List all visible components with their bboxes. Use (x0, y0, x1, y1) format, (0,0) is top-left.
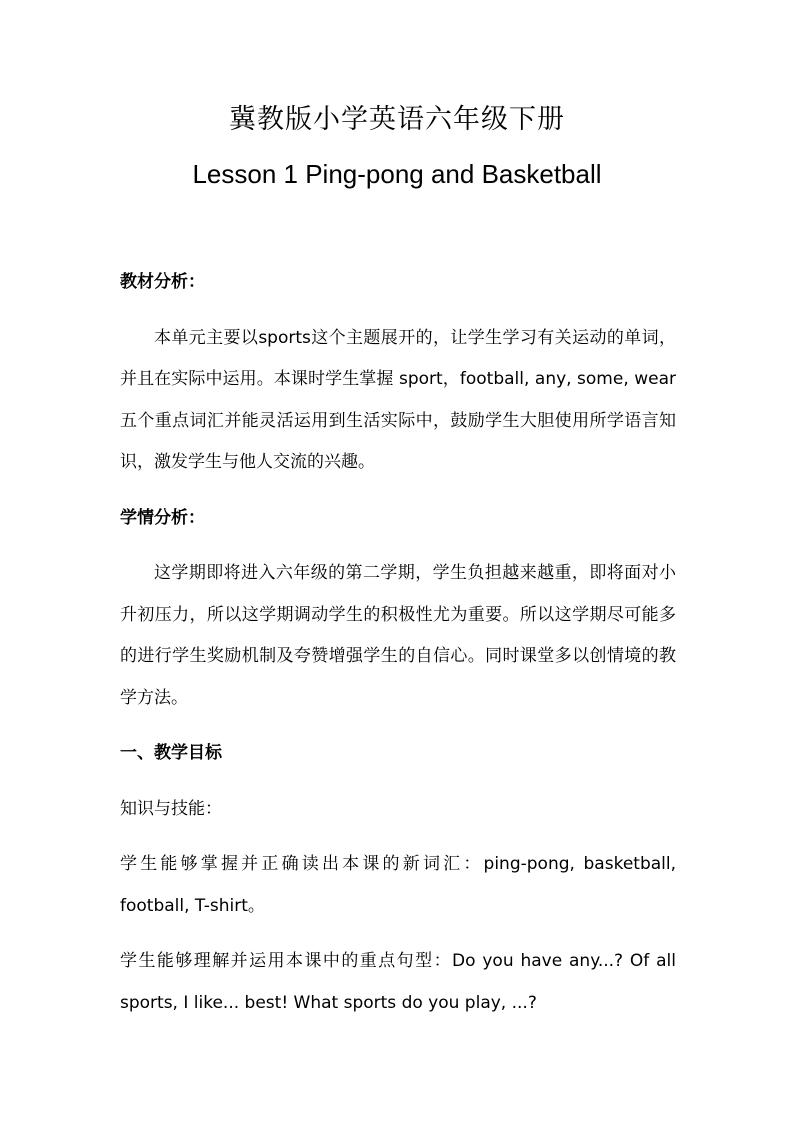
section-heading-student-analysis: 学情分析： (120, 507, 205, 528)
document-title-english: Lesson 1 Ping-pong and Basketball (192, 159, 602, 189)
subheading-knowledge-skills: 知识与技能： (120, 798, 222, 819)
section-heading-teaching-goals: 一、教学目标 (120, 743, 222, 763)
section-heading-material-analysis: 教材分析： (120, 272, 205, 292)
goal-item-vocabulary: 学生能够掌握并正确读出本课的新词汇：ping-pong, basketball, football, T-shirt。 (120, 854, 676, 916)
document-body (120, 262, 676, 1038)
paragraph-material-analysis: 本单元主要以sports这个主题展开的，让学生学习有关运动的单词，并且在实际中运用。本课时学生掌握 sport，football, any, some, wear 五个重点词汇并能灵活运用到生活实际中，鼓励学生大胆使用所学语言知识，激发学生与他人交流的兴趣。 (120, 327, 676, 472)
document-title-chinese: 冀教版小学英语六年级下册 (229, 104, 565, 135)
goal-item-sentence-patterns: 学生能够理解并运用本课中的重点句型：Do you have any...? Of all sports, I like... best! What sports do you play, ...? (120, 951, 676, 1013)
paragraph-student-analysis: 这学期即将进入六年级的第二学期，学生负担越来越重，即将面对小升初压力，所以这学期调动学生的积极性尤为重要。所以这学期尽可能多的进行学生奖励机制及夸赞增强学生的自信心。同时课堂多以创情境的教学方法。 (120, 563, 676, 708)
